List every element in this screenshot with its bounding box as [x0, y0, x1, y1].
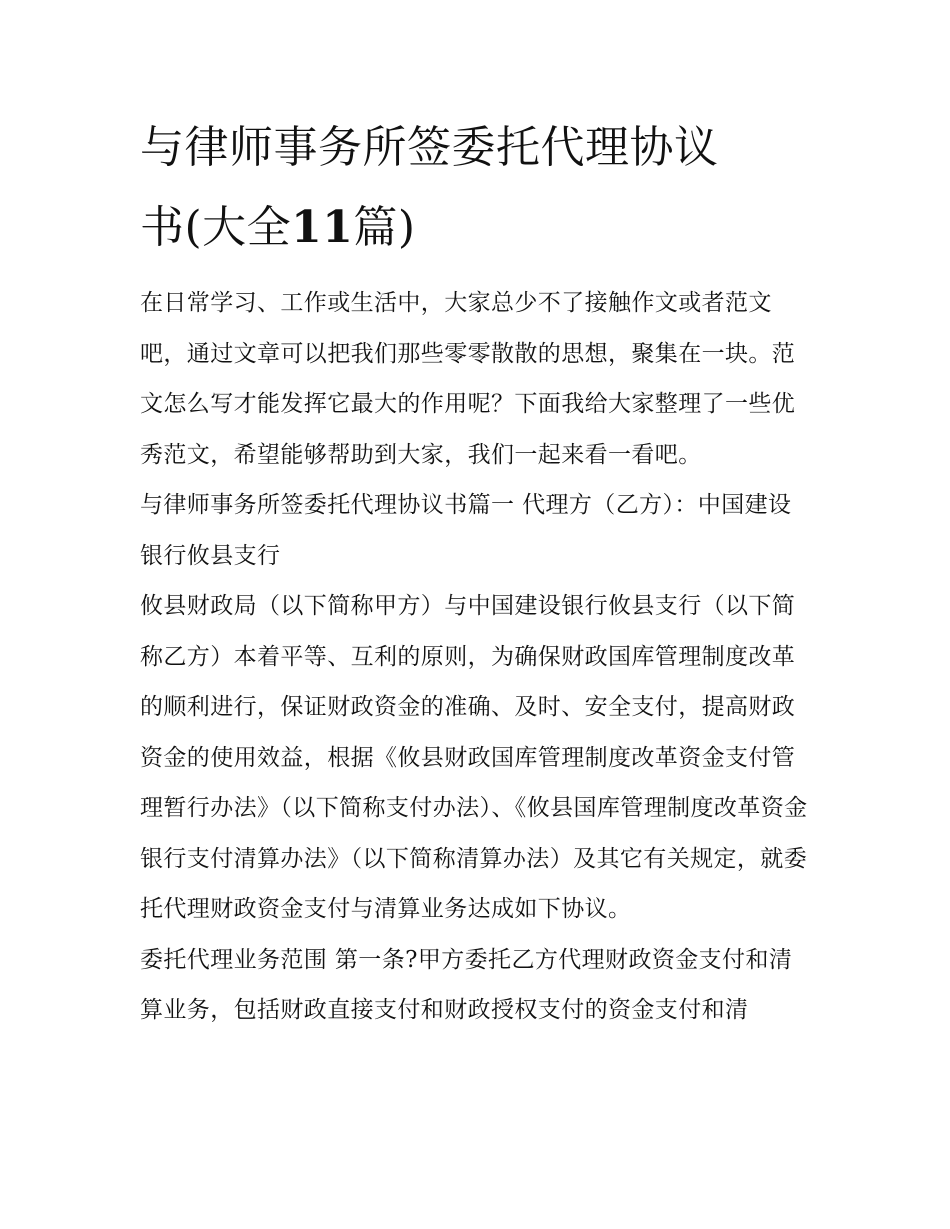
title-line-2-number: 11 [291, 202, 354, 253]
document-title [140, 108, 812, 268]
document-body [140, 278, 812, 1036]
document-content [140, 108, 812, 1036]
section-heading-paragraph: 与律师事务所签委托代理协议书篇一 代理方（乙方）：中国建设银行攸县支行 [140, 492, 792, 569]
intro-paragraph: 在日常学习、工作或生活中，大家总少不了接触作文或者范文吧，通过文章可以把我们那些零零散散的思想，聚集在一块。范文怎么写才能发挥它最大的作用呢？下面我给大家整理了一些优秀范文，希望能够帮助到大家，我们一起来看一看吧。 [140, 290, 796, 468]
title-line-2-prefix: 书(大全 [140, 202, 292, 253]
agreement-preamble-paragraph: 攸县财政局（以下简称甲方）与中国建设银行攸县支行（以下简称乙方）本着平等、互利的原则，为确保财政国库管理制度改革的顺利进行，保证财政资金的准确、及时、安全支付，提高财政资金的使用效益，根据《攸县财政国库管理制度改革资金支付管理暂行办法》（以下简称支付办法）、《攸县国库管理制度改革资金银行支付清算办法》（以下简称清算办法）及其它有关规定，就委托代理财政资金支付与清算业务达成如下协议。 [140, 593, 808, 922]
title-line-2-suffix: 篇) [353, 202, 416, 253]
article-one-paragraph: 委托代理业务范围 第一条?甲方委托乙方代理财政资金支付和清算业务，包括财政直接支付和财政授权支付的资金支付和清 [140, 946, 793, 1023]
title-line-1: 与律师事务所签委托代理协议 [140, 122, 719, 173]
